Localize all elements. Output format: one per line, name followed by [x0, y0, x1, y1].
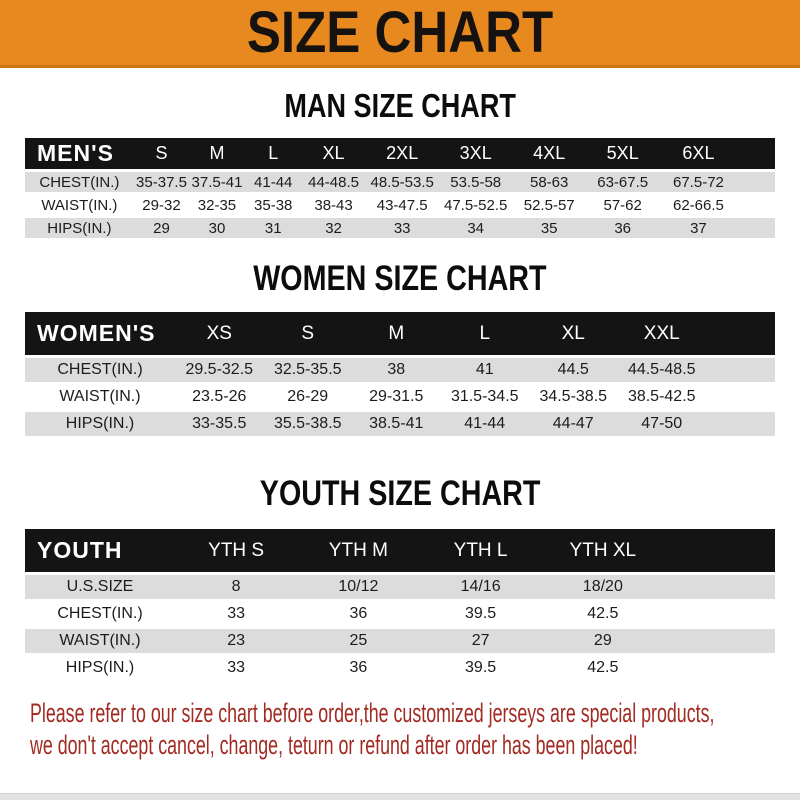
- size-value-cell: 58-63: [530, 173, 569, 191]
- size-value-cell: 32-35: [197, 196, 237, 214]
- row-label: CHEST(IN.): [57, 361, 143, 378]
- size-value-cell: 29: [593, 632, 612, 649]
- row-filler: [737, 171, 775, 194]
- size-value-cell: 29.5-32.5: [185, 361, 254, 378]
- size-value-cell: 33-35.5: [192, 415, 247, 432]
- header-filler: [706, 312, 775, 357]
- row-label: HIPS(IN.): [65, 415, 135, 432]
- section-heading-text: WOMEN SIZE CHART: [253, 259, 547, 298]
- size-column-header: YTH M: [328, 539, 388, 561]
- men-table-head: [25, 138, 775, 171]
- size-value-cell: 44-47: [552, 415, 594, 432]
- size-column-header: XS: [206, 322, 232, 344]
- size-value-cell: 38.5-41: [369, 415, 424, 432]
- size-value-cell: 43-47.5: [376, 196, 428, 214]
- size-value-cell: 41-44: [254, 173, 293, 191]
- size-value-cell: 39.5: [465, 659, 497, 676]
- section-heading-text: YOUTH SIZE CHART: [259, 474, 541, 513]
- section-heading-youth: [0, 475, 800, 513]
- size-value-cell: 33: [227, 605, 246, 622]
- size-value-cell: 18/20: [582, 578, 623, 595]
- size-column-header: L: [268, 143, 279, 163]
- size-value-cell: 62-66.5: [673, 196, 724, 214]
- women-header-label: WOMEN'S: [37, 320, 156, 346]
- row-label: CHEST(IN.): [57, 605, 143, 622]
- men-size-table: [25, 138, 775, 241]
- header-row: [25, 312, 775, 357]
- row-filler: [706, 384, 775, 411]
- size-value-cell: 44.5: [557, 361, 589, 378]
- size-value-cell: 36: [349, 659, 368, 676]
- size-value-cell: 41: [475, 361, 494, 378]
- table-row: [25, 628, 775, 655]
- size-value-cell: 39.5: [465, 605, 497, 622]
- size-value-cell: 26-29: [287, 388, 329, 405]
- section-heading-men: [0, 88, 800, 124]
- size-value-cell: 34.5-38.5: [539, 388, 608, 405]
- header-row: [25, 138, 775, 171]
- section-heading-women: [0, 260, 800, 298]
- size-value-cell: 23.5-26: [192, 388, 247, 405]
- women-size-table: [25, 312, 775, 439]
- size-value-cell: 29-32: [142, 196, 181, 214]
- size-column-header: XL: [561, 322, 585, 344]
- women-table-body: [25, 357, 775, 438]
- size-column-header: M: [388, 322, 405, 344]
- table-row: [25, 655, 775, 682]
- size-value-cell: 36: [349, 605, 368, 622]
- size-value-cell: 36: [614, 219, 632, 237]
- size-value-cell: 52.5-57: [523, 196, 575, 214]
- header-filler: [664, 529, 775, 574]
- row-filler: [664, 628, 775, 655]
- size-value-cell: 35.5-38.5: [273, 415, 342, 432]
- disclaimer-line-1: Please refer to our size chart before order,the customized jerseys are special products,: [30, 698, 715, 728]
- size-value-cell: 32.5-35.5: [273, 361, 342, 378]
- size-value-cell: 34: [467, 219, 485, 237]
- size-value-cell: 35: [540, 219, 558, 237]
- size-value-cell: 67.5-72: [673, 173, 724, 191]
- size-value-cell: 42.5: [587, 659, 619, 676]
- size-column-header: YTH L: [453, 539, 508, 561]
- size-value-cell: 29-31.5: [369, 388, 424, 405]
- size-value-cell: 47.5-52.5: [443, 196, 508, 214]
- size-value-cell: 33: [227, 659, 246, 676]
- size-column-header: 3XL: [459, 143, 492, 163]
- table-row: [25, 601, 775, 628]
- size-value-cell: 44.5-48.5: [627, 361, 696, 378]
- section-heading-text: MAN SIZE CHART: [284, 87, 516, 124]
- size-value-cell: 25: [349, 632, 368, 649]
- size-value-cell: 47-50: [641, 415, 683, 432]
- row-filler: [706, 411, 775, 438]
- row-label: HIPS(IN.): [47, 219, 112, 237]
- size-column-header: YTH S: [208, 539, 265, 561]
- size-value-cell: 44-48.5: [308, 173, 359, 191]
- youth-table-head: [25, 529, 775, 574]
- disclaimer: [30, 697, 800, 761]
- size-column-header: XXL: [643, 322, 680, 344]
- size-value-cell: 41-44: [464, 415, 506, 432]
- size-value-cell: 14/16: [460, 578, 501, 595]
- size-column-header: YTH XL: [569, 539, 637, 561]
- size-value-cell: 53.5-58: [450, 173, 502, 191]
- size-value-cell: 31: [264, 219, 282, 237]
- disclaimer-line-2: we don't accept cancel, change, teturn or refund after order has been placed!: [30, 730, 638, 760]
- row-filler: [664, 601, 775, 628]
- row-filler: [664, 574, 775, 601]
- size-column-header: 6XL: [682, 143, 715, 163]
- table-row: [25, 384, 775, 411]
- row-label: WAIST(IN.): [41, 196, 118, 214]
- men-header-label: MEN'S: [37, 140, 114, 166]
- bottom-strip: [0, 793, 800, 800]
- size-value-cell: 37: [690, 219, 707, 237]
- size-column-header: M: [209, 143, 225, 163]
- table-row: [25, 194, 775, 217]
- size-value-cell: 32: [325, 219, 342, 237]
- size-value-cell: 10/12: [338, 578, 379, 595]
- youth-table-body: [25, 574, 775, 682]
- row-label: HIPS(IN.): [65, 659, 135, 676]
- row-label: U.S.SIZE: [66, 578, 134, 595]
- men-table-body: [25, 171, 775, 240]
- row-filler: [737, 217, 775, 240]
- size-column-header: S: [301, 322, 315, 344]
- size-chart-sections: [0, 88, 800, 683]
- table-row: [25, 574, 775, 601]
- size-column-header: S: [155, 143, 168, 163]
- table-row: [25, 357, 775, 384]
- youth-size-table: [25, 529, 775, 683]
- size-value-cell: 38-43: [314, 196, 353, 214]
- banner: [0, 0, 800, 68]
- table-row: [25, 217, 775, 240]
- size-value-cell: 63-67.5: [597, 173, 649, 191]
- size-value-cell: 42.5: [587, 605, 619, 622]
- table-row: [25, 171, 775, 194]
- women-table-head: [25, 312, 775, 357]
- size-value-cell: 37.5-41: [191, 173, 243, 191]
- size-value-cell: 31.5-34.5: [450, 388, 519, 405]
- size-column-header: XL: [322, 143, 345, 163]
- header-filler: [737, 138, 775, 171]
- size-value-cell: 23: [227, 632, 246, 649]
- row-label: WAIST(IN.): [59, 388, 141, 405]
- row-label: CHEST(IN.): [39, 173, 120, 191]
- page-title: SIZE CHART: [246, 0, 554, 65]
- row-label: WAIST(IN.): [59, 632, 141, 649]
- row-filler: [737, 194, 775, 217]
- size-column-header: L: [479, 322, 491, 344]
- size-value-cell: 48.5-53.5: [370, 173, 434, 191]
- size-value-cell: 38.5-42.5: [627, 388, 696, 405]
- size-value-cell: 8: [231, 578, 241, 595]
- size-value-cell: 35-38: [254, 196, 293, 214]
- youth-header-label: YOUTH: [37, 537, 123, 563]
- size-column-header: 5XL: [606, 143, 639, 163]
- size-value-cell: 30: [208, 219, 226, 237]
- table-row: [25, 411, 775, 438]
- size-column-header: 2XL: [386, 143, 419, 163]
- size-value-cell: 27: [471, 632, 490, 649]
- size-value-cell: 35-37.5: [136, 173, 187, 191]
- size-value-cell: 33: [393, 219, 411, 237]
- header-row: [25, 529, 775, 574]
- row-filler: [664, 655, 775, 682]
- size-column-header: 4XL: [533, 143, 566, 163]
- size-value-cell: 57-62: [603, 196, 642, 214]
- row-filler: [706, 357, 775, 384]
- size-value-cell: 29: [153, 219, 170, 237]
- size-value-cell: 38: [387, 361, 406, 378]
